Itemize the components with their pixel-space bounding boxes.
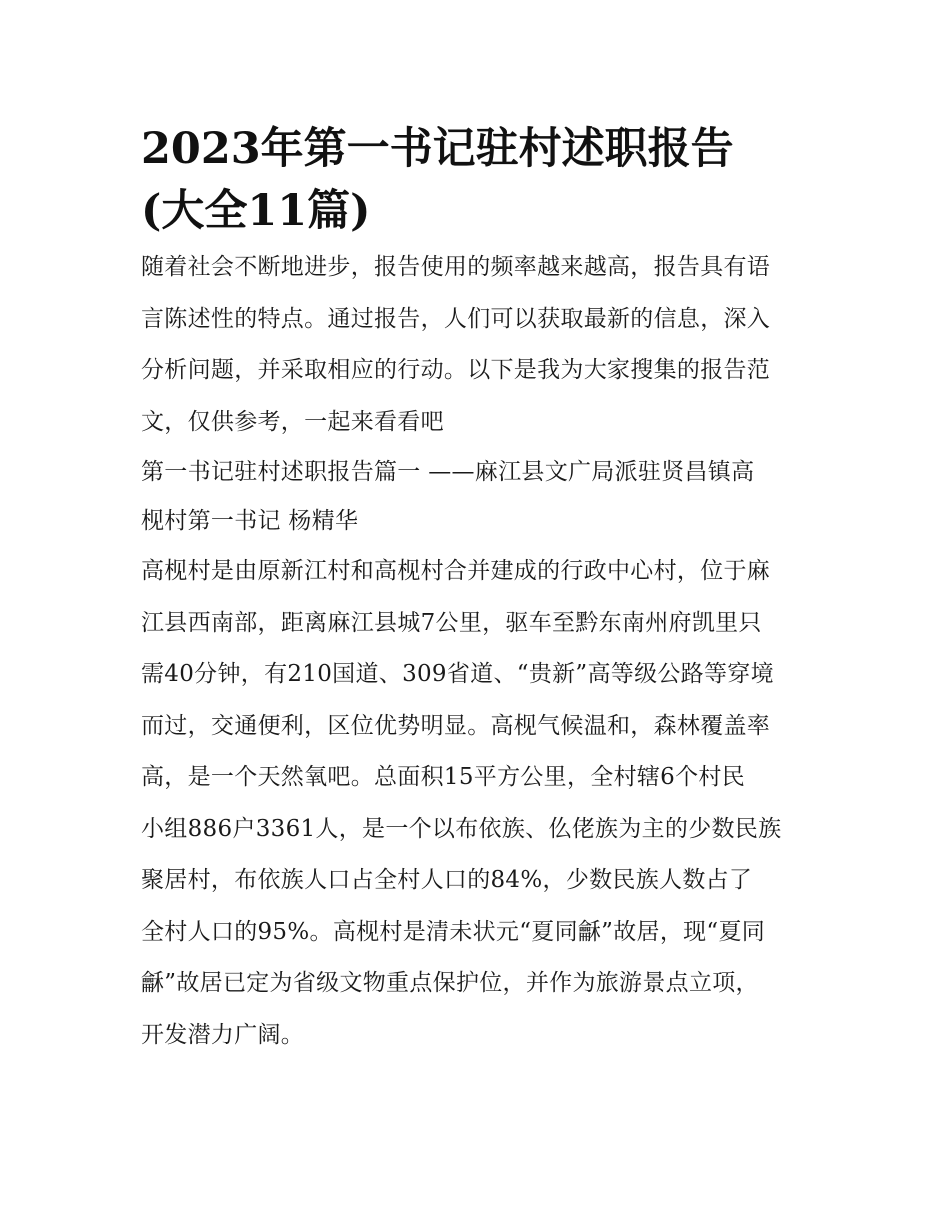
intro-paragraph [141, 242, 813, 448]
section-heading-line: 枧村第一书记 杨精华 [141, 508, 359, 534]
title-line: (大全11篇) [141, 186, 371, 236]
body-line: 而过，交通便利，区位优势明显。高枧气候温和，森林覆盖率 [141, 712, 771, 739]
body-line: 聚居村，布依族人口占全村人口的84%，少数民族人数占了 [141, 867, 753, 893]
body-line: 开发潜力广阔。 [141, 1021, 305, 1048]
body-line: 龢”故居已定为省级文物重点保护位，并作为旅游景点立项， [141, 970, 759, 996]
intro-line: 分析问题，并采取相应的行动。以下是我为大家搜集的报告范 [141, 357, 771, 383]
body-line: 需40分钟，有210国道、309省道、“贵新”高等级公路等穿境 [141, 661, 774, 687]
title-line: 2023年第一书记驻村述职报告 [141, 124, 734, 174]
document-title [141, 118, 813, 242]
document-content [141, 118, 813, 1061]
section-heading [141, 448, 813, 546]
intro-line: 文，仅供参考，一起来看看吧 [141, 408, 444, 435]
body-line: 全村人口的95%。高枧村是清未状元“夏同龢”故居，现“夏同 [141, 918, 766, 945]
body-line: 江县西南部，距离麻江县城7公里，驱车至黔东南州府凯里只 [141, 609, 762, 636]
body-line: 小组886户3361人，是一个以布依族、仫佬族为主的少数民族 [141, 815, 782, 842]
intro-line: 言陈述性的特点。通过报告，人们可以获取最新的信息，深入 [141, 305, 771, 332]
section-heading-line: 第一书记驻村述职报告篇一 ——麻江县文广局派驻贤昌镇高 [141, 459, 755, 485]
body-line: 高，是一个天然氧吧。总面积15平方公里，全村辖6个村民 [141, 764, 745, 790]
body-paragraph [141, 546, 813, 1061]
body-line: 高枧村是由原新江村和高枧村合并建成的行政中心村，位于麻 [141, 558, 771, 584]
intro-line: 随着社会不断地进步，报告使用的频率越来越高，报告具有语 [141, 254, 771, 280]
